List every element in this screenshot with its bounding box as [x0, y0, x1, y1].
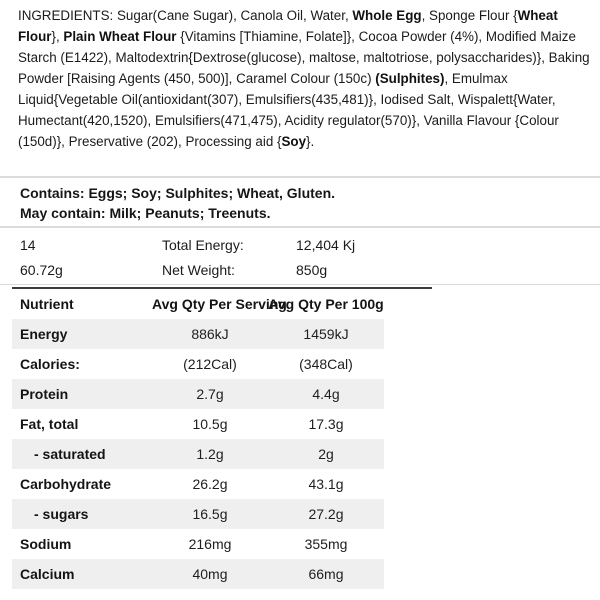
per-100g-value: 27.2g [308, 506, 344, 522]
servings-count: 14 [20, 236, 36, 253]
nutrient-row-carbohydrate [12, 469, 384, 499]
nutrient-name: Fat, total [20, 416, 79, 432]
ingredients-text-segment: {Vitamins [Thiamine, Folate]}, Cocoa Powder (4%), Modified Maize Starch (E1422), Maltodextrin{Dextrose(glucose), maltose, maltotriose, polysaccharides)}, Baking Powder [Raising Agents (450, 500)], Caramel Colour (150c) [18, 29, 590, 86]
per-serving-value: 1.2g [196, 446, 224, 462]
nutrition-table [12, 289, 384, 589]
per-100g-value: 1459kJ [303, 326, 349, 342]
nutrient-name: Protein [20, 386, 69, 402]
ingredients-bold-wheat-flour: Wheat Flour [18, 8, 558, 44]
total-energy-value: 12,404 Kj [296, 236, 356, 253]
per-100g-value: 66mg [308, 566, 344, 582]
per-serving-value: 2.7g [196, 386, 224, 402]
nutrient-row-calcium [12, 559, 384, 589]
summary-row-total-energy [0, 232, 600, 257]
ingredients-paragraph [0, 0, 600, 152]
contains-statement: Contains: Eggs; Soy; Sulphites; Wheat, Gluten. [20, 185, 336, 201]
ingredients-text-segment: , Emulmax Liquid{Vegetable Oil(antioxidant(307), Emulsifiers(435,481)}, Iodised Salt, Wispalett{Water, Humectant(420,1520), Emulsifiers(471,475), Acidity regulator(570)}, Vanilla Flavour {Colour (150d)}, Preservative (202), Processing aid { [18, 71, 559, 149]
nutrient-row-calories [12, 349, 384, 379]
net-weight-label: Net Weight: [162, 261, 235, 278]
per-100g-value: 355mg [304, 536, 348, 552]
total-energy-label: Total Energy: [162, 236, 244, 253]
per-serving-value: 26.2g [192, 476, 228, 492]
per-serving-value: (212Cal) [183, 356, 237, 372]
per-serving-value: 216mg [188, 536, 232, 552]
divider [0, 284, 600, 285]
nutrient-name: Energy [20, 326, 68, 342]
nutrient-name: - saturated [34, 446, 106, 462]
nutrient-row-fat-total [12, 409, 384, 439]
nutrient-name: Calories: [20, 356, 80, 372]
allergen-section [0, 178, 600, 226]
ingredients-text-segment: }. [306, 134, 315, 149]
header-per-100g: Avg Qty Per 100g [268, 296, 384, 312]
nutrient-row-saturated [12, 439, 384, 469]
ingredients-bold-sulphites: (Sulphites) [375, 71, 445, 86]
nutrient-name: Carbohydrate [20, 476, 112, 492]
per-100g-value: 17.3g [308, 416, 344, 432]
nutrient-name: Calcium [20, 566, 75, 582]
per-serving-value: 10.5g [192, 416, 228, 432]
nutrition-table-section [12, 287, 432, 589]
ingredients-bold-soy: Soy [281, 134, 307, 149]
per-serving-value: 886kJ [191, 326, 229, 342]
nutrient-row-protein [12, 379, 384, 409]
nutrient-name: - sugars [34, 506, 89, 522]
nutrient-row-energy [12, 319, 384, 349]
per-serving-value: 40mg [192, 566, 228, 582]
net-weight-value: 850g [296, 261, 328, 278]
serving-size: 60.72g [20, 261, 63, 278]
per-100g-value: (348Cal) [299, 356, 353, 372]
ingredients-text-segment: }, [51, 29, 64, 44]
nutrient-name: Sodium [20, 536, 72, 552]
summary-section [0, 228, 600, 284]
per-serving-value: 16.5g [192, 506, 228, 522]
summary-row-net-weight [0, 257, 600, 282]
nutrient-row-sugars [12, 499, 384, 529]
header-nutrient: Nutrient [20, 296, 74, 312]
per-100g-value: 43.1g [308, 476, 344, 492]
ingredients-bold-whole-egg: Whole Egg [352, 8, 422, 23]
header-per-serving: Avg Qty Per Serving [152, 296, 287, 312]
nutrition-table-header-row [12, 289, 384, 319]
may-contain-statement: May contain: Milk; Peanuts; Treenuts. [20, 205, 271, 221]
ingredients-text-segment: , Sponge Flour { [421, 8, 518, 23]
nutrient-row-sodium [12, 529, 384, 559]
per-100g-value: 4.4g [312, 386, 340, 402]
ingredients-bold-plain-wheat-flour: Plain Wheat Flour [63, 29, 177, 44]
per-100g-value: 2g [318, 446, 334, 462]
ingredients-text-segment: INGREDIENTS: Sugar(Cane Sugar), Canola Oil, Water, [18, 8, 353, 23]
